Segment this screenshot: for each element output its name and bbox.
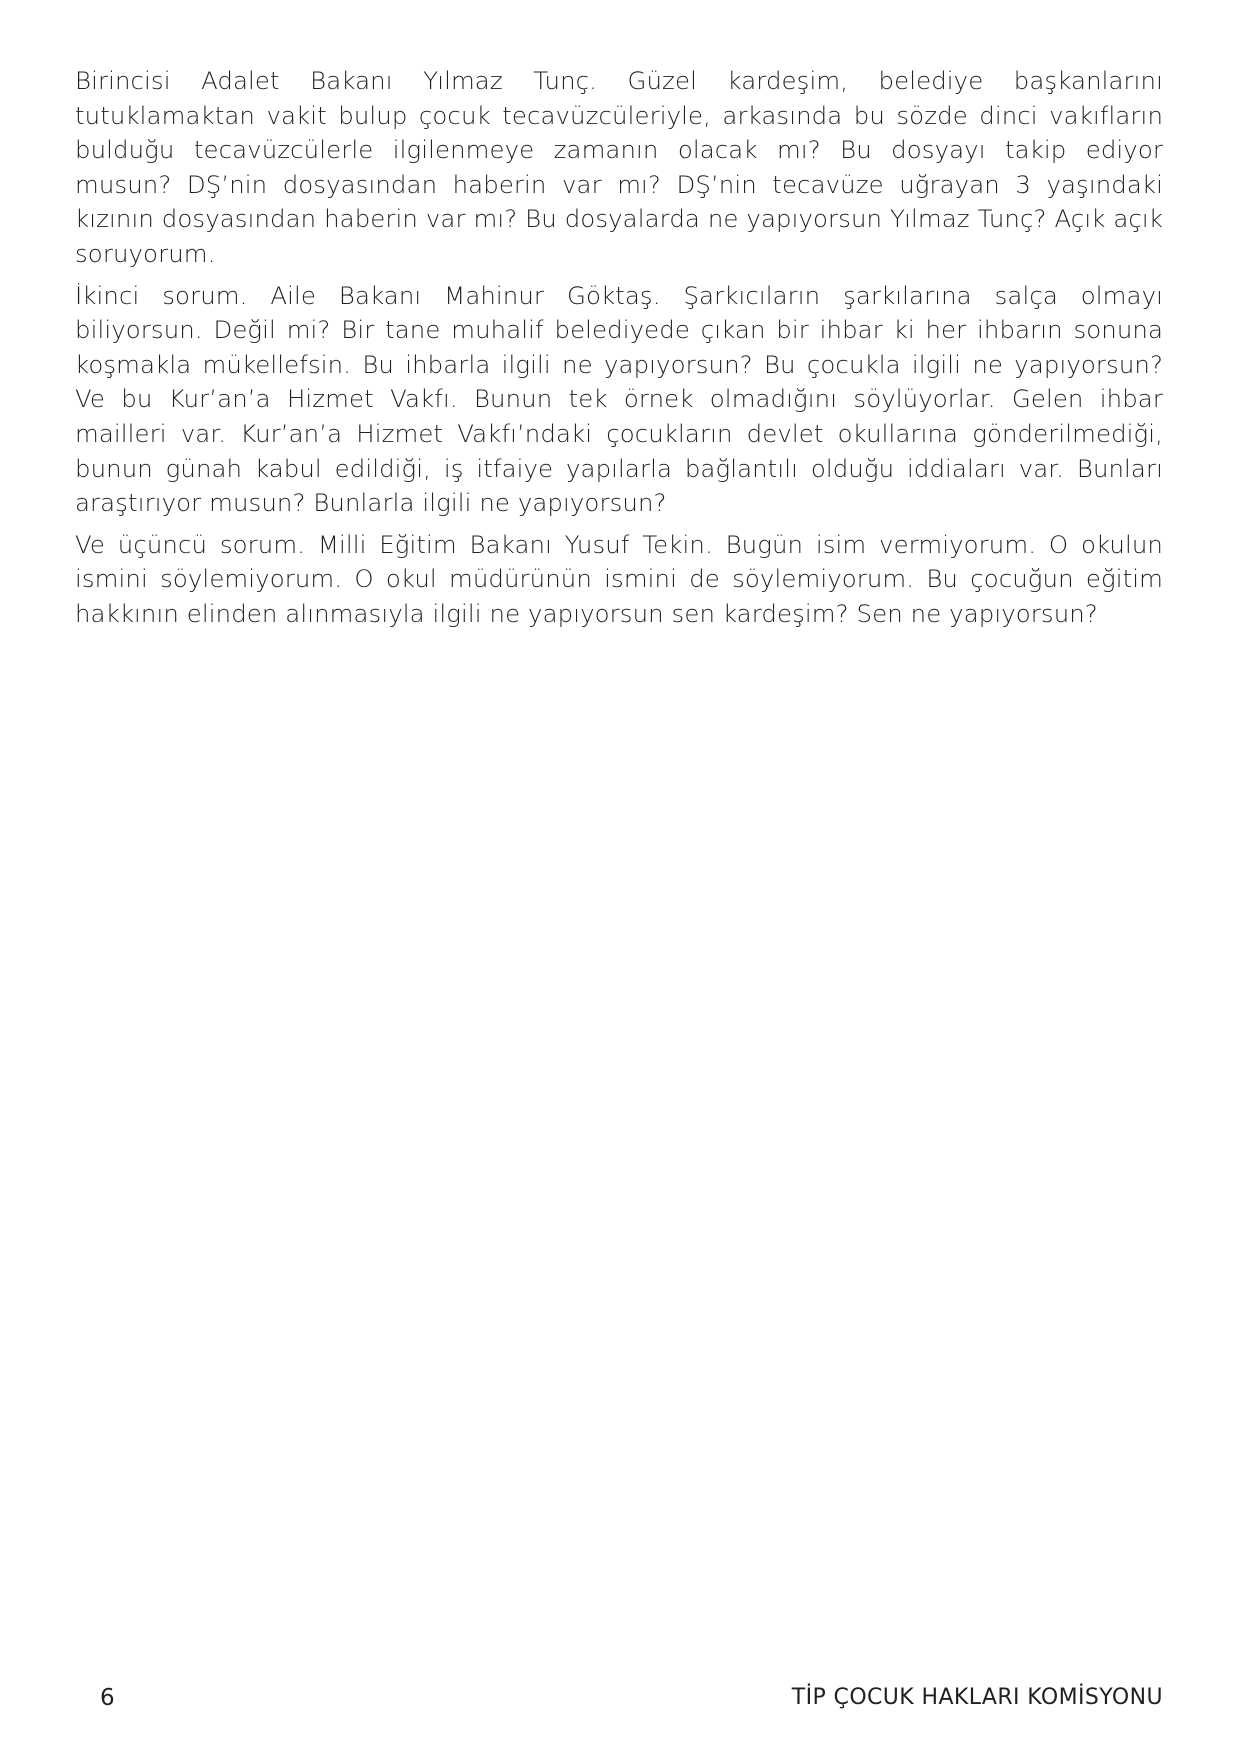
body-text [75,64,1163,639]
running-title: TİP ÇOCUK HAKLARI KOMİSYONU [791,1685,1163,1710]
paragraph-second-question: İkinci sorum. Aile Bakanı Mahinur Göktaş. Şarkıcıların şarkılarına salça olmayı biliyorsun. Değil mi? Bir tane muhalif belediyede çıkan bir ihbar ki her ihbarın sonuna koşmakla mükellefsin. Bu ihbarla ilgili ne yapıyorsun? Bu çocukla ilgili ne yapıyorsun? Ve bu Kur’an’a Hizmet Vakfı. Bunun tek örnek olmadığını söylüyorlar. Gelen ihbar mailleri var. Kur’an’a Hizmet Vakfı’ndaki çocukların devlet okullarına gönderilmediği, bunun günah kabul edildiği, iş itfaiye yapılarla bağlantılı olduğu iddiaları var. Bunları araştırıyor musun? Bunlarla ilgili ne yapıyorsun? [75,280,1163,518]
paragraph-third-question: Ve üçüncü sorum. Milli Eğitim Bakanı Yusuf Tekin. Bugün isim vermiyorum. O okulun ismini söylemiyorum. O okul müdürünün ismini de söylemiyorum. Bu çocuğun eğitim hakkının elinden alınmasıyla ilgili ne yapıyorsun sen kardeşim? Sen ne yapıyorsun? [75,529,1163,628]
page-number: 6 [100,1685,115,1711]
page-footer [0,1681,1241,1715]
paragraph-first-question: Birincisi Adalet Bakanı Yılmaz Tunç. Güzel kardeşim, belediye başkanlarını tutuklamaktan vakit bulup çocuk tecavüzcüleriyle, arkasında bu sözde dinci vakıfların bulduğu tecavüzcülerle ilgilenmeye zamanın olacak mı? Bu dosyayı takip ediyor musun? DŞ’nin dosyasından haberin var mı? DŞ’nin tecavüze uğrayan 3 yaşındaki kızının dosyasından haberin var mı? Bu dosyalarda ne yapıyorsun Yılmaz Tunç? Açık açık soruyorum. [75,66,1163,268]
